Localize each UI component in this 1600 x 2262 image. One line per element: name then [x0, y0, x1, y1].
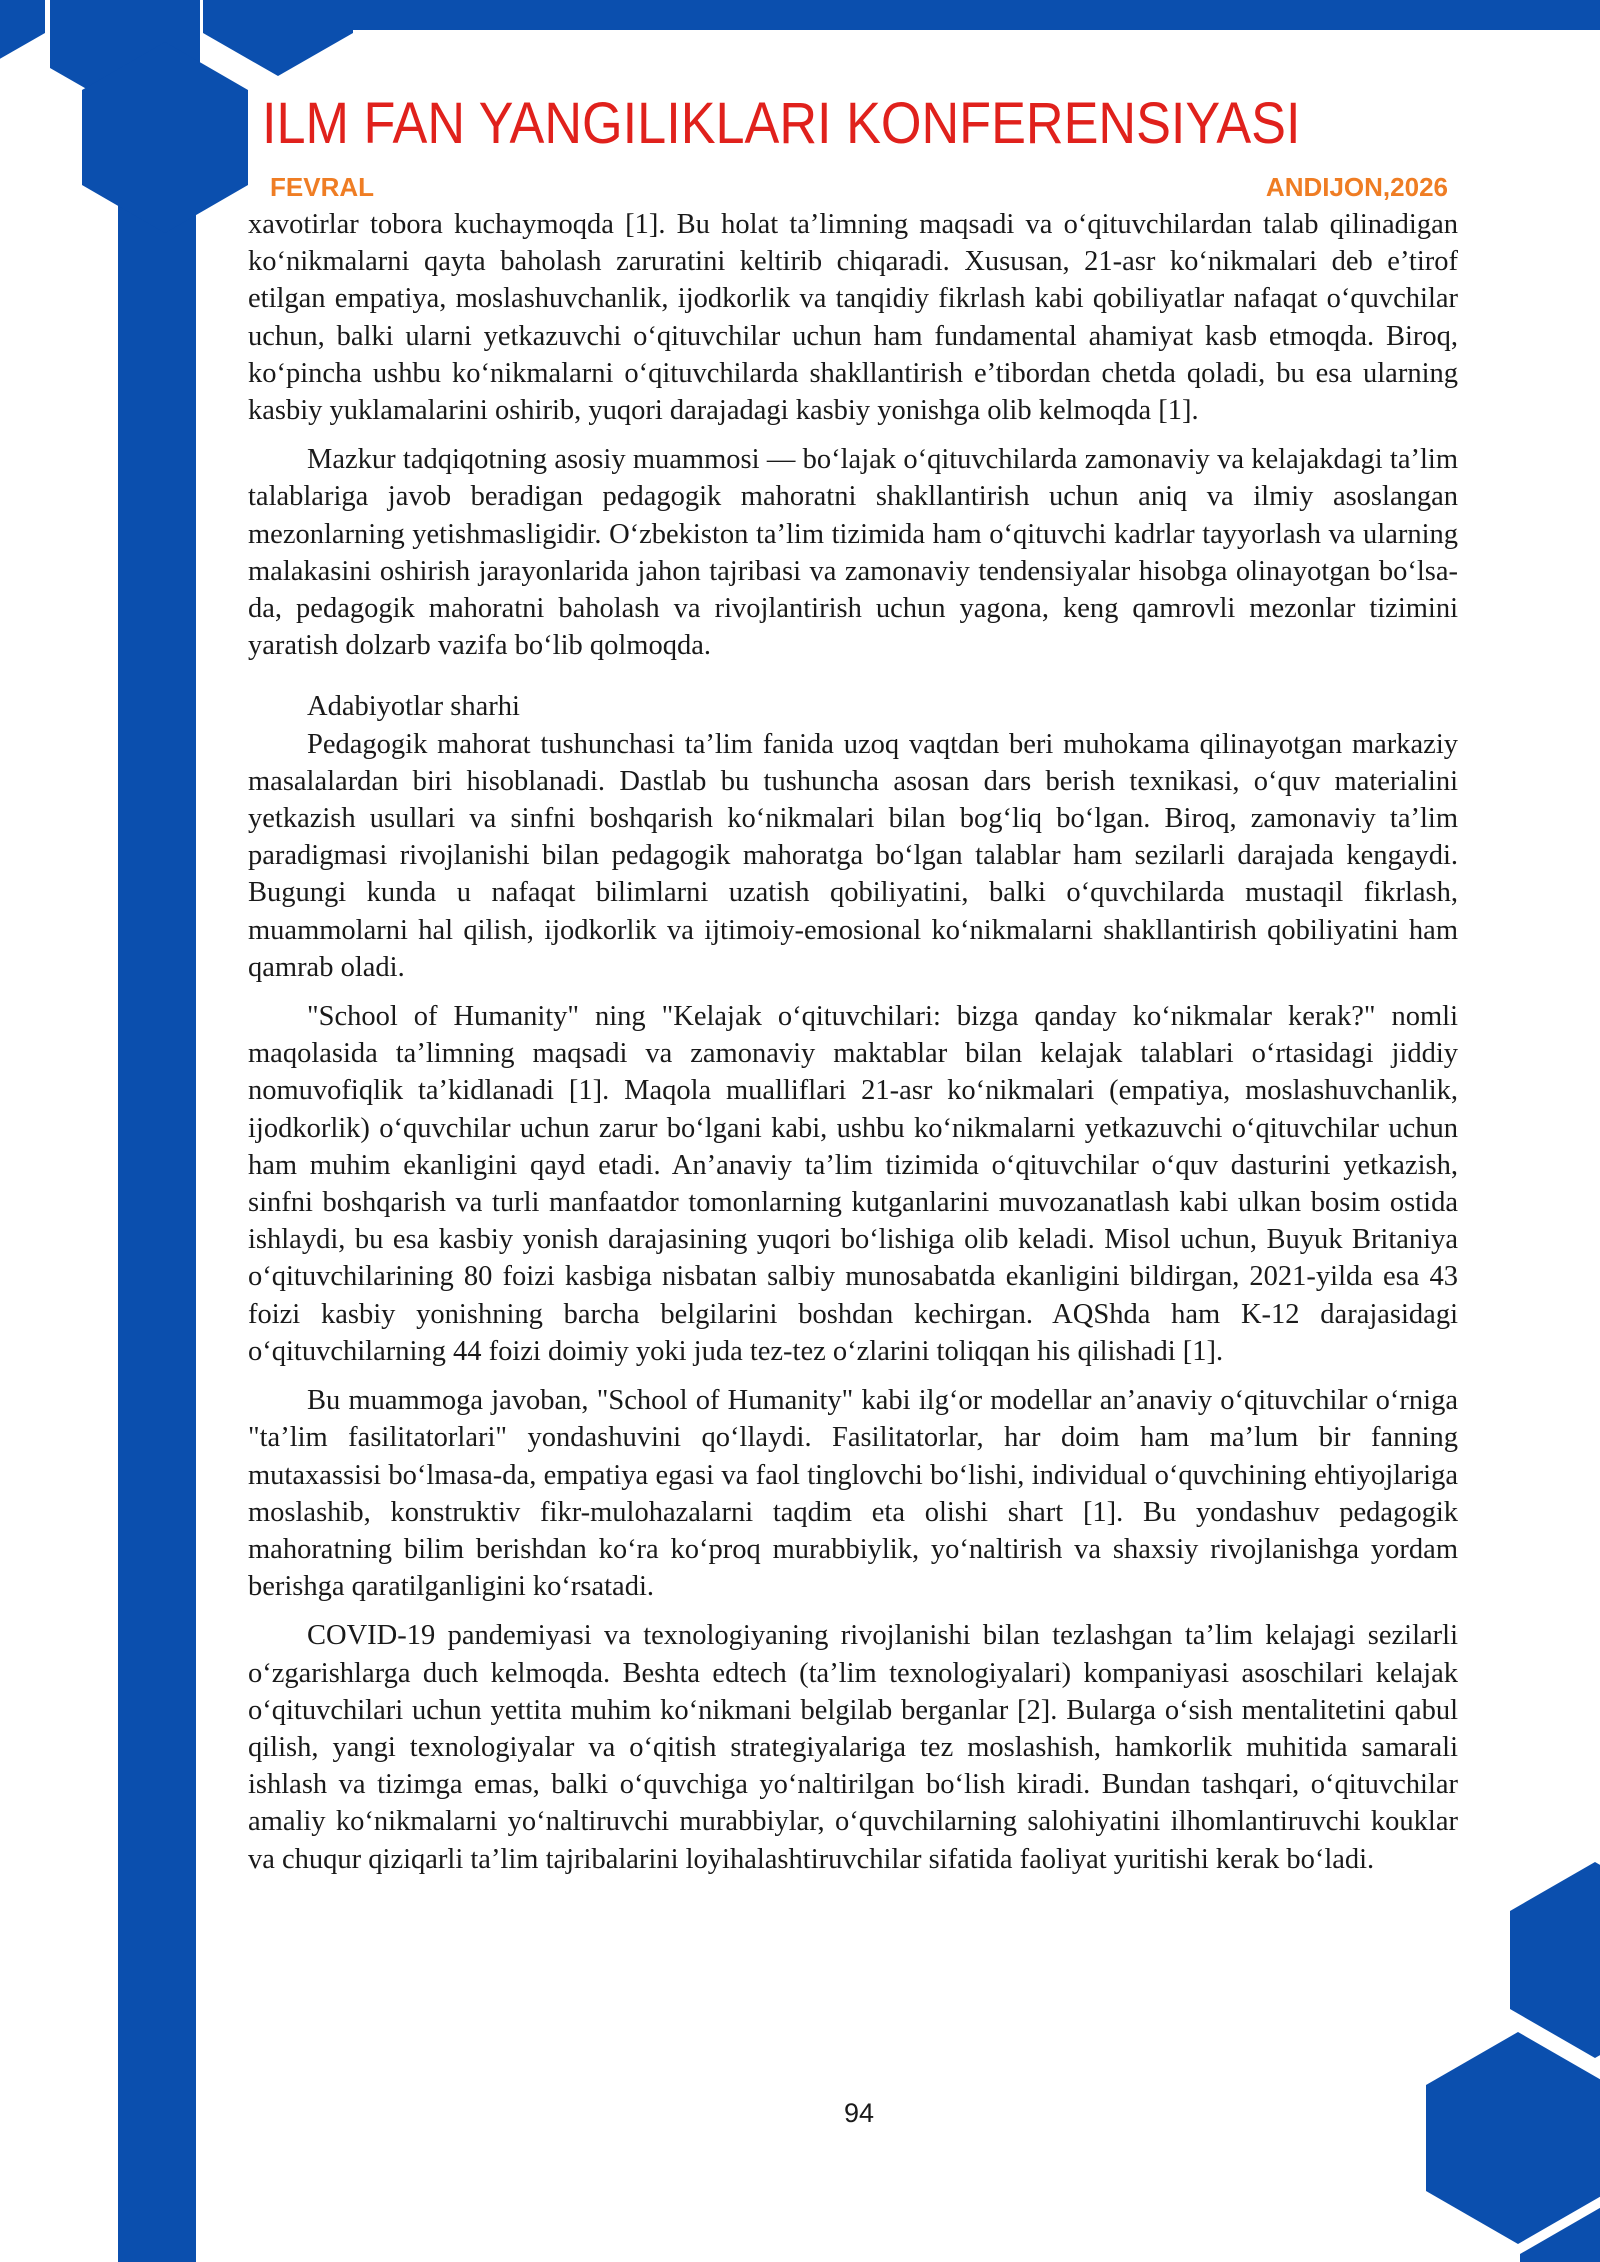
hexagon-bottom-right-1 [1510, 1862, 1600, 2058]
header-month: FEVRAL [270, 172, 374, 202]
paragraph-3: Pedagogik mahorat tushunchasi ta’lim fanida uzoq vaqtdan beri muhokama qilinayotgan markaziy masalalardan biri hisoblanadi. Dastlab bu tushuncha asosan dars berish texnikasi, o‘quv materialini yetkazish usullari va sinfni boshqarish ko‘nikmalari bilan bog‘liq bo‘lgan. Biroq, zamonaviy ta’lim paradigmasi rivojlanishi bilan pedagogik mahoratga bo‘lgan talablar ham sezilarli darajada kengaydi. Bugungi kunda u nafaqat bilimlarni uzatish qobiliyatini, balki o‘quvchilarda mustaqil fikrlash, muammolarni hal qilish, ijodkorlik va ijtimoiy-emosional ko‘nikmalarni shakllantirish qobiliyatini ham qamrab oladi. [248, 728, 1458, 983]
left-blue-band [118, 150, 196, 2262]
page-number: 94 [843, 2098, 875, 2128]
paragraph-5: Bu muammoga javoban, "School of Humanity" kabi ilg‘or modellar an’anaviy o‘qituvchilar o‘rniga "ta’lim fasilitatorlari" yondashuvini qo‘llaydi. Fasilitatorlar, har doim ham ma’lum bir fanning mutaxassisi bo‘lmasa-da, empatiya egasi va faol tinglovchi bo‘lishi, individual o‘quvchining ehtiyojlariga moslashib, konstruktiv fikr-mulohazalarni taqdim eta olishi shart [1]. Bu yondashuv pedagogik mahoratning bilim berishdan ko‘ra ko‘proq murabbiylik, yo‘naltirish va shaxsiy rivojlanishga yordam berishga qaratilganligini ko‘rsatadi. [248, 1385, 1458, 1603]
conference-title: ILM FAN YANGILIKLARI KONFERENSIYASI [262, 91, 1301, 156]
paragraph-6: COVID-19 pandemiyasi va texnologiyaning rivojlanishi bilan tezlashgan ta’lim kelajagi sezilarli o‘zgarishlarga duch kelmoqda. Beshta edtech (ta’lim texnologiyalari) kompaniyasi asoschilari kelajak o‘qituvchilari uchun yettita muhim ko‘nikmani belgilab berganlar [2]. Bularga o‘sish mentalitetini qabul qilish, yangi texnologiyalar va o‘qitish strategiyalariga tez moslashish, hamkorlik muhitida samarali ishlash va tizimga emas, balki o‘quvchiga yo‘naltirilgan bo‘lish kiradi. Bundan tashqari, o‘qituvchilar amaliy ko‘nikmalarni yo‘naltiruvchi murabbiylar, o‘quvchilarning salohiyatini ilhomlantiruvchi kouklar va chuqur qiziqarli ta’lim tajribalarini loyihalashtiruvchilar sifatida faoliyat yuritishi kerak bo‘ladi. [248, 1620, 1458, 1875]
paragraph-4: "School of Humanity" ning "Kelajak o‘qituvchilari: bizga qanday ko‘nikmalar kerak?" nomli maqolasida ta’limning maqsadi va zamonaviy maktablar bilan kelajak talablari o‘rtasidagi jiddiy nomuvofiqlik ta’kidlanadi [1]. Maqola mualliflari 21-asr ko‘nikmalari (empatiya, moslashuvchanlik, ijodkorlik) o‘quvchilar uchun zarur bo‘lgani kabi, ushbu ko‘nikmalarni yetkazuvchi o‘qituvchilar uchun ham muhim ekanligini qayd etadi. An’anaviy ta’lim tizimida o‘qituvchilar o‘quv dasturini yetkazish, sinfni boshqarish va turli manfaatdor tomonlarning kutganlarini muvozanatlash kabi ulkan bosim ostida ishlaydi, bu esa kasbiy yonish darajasining yuqori bo‘lishiga olib keladi. Misol uchun, Buyuk Britaniya o‘qituvchilarining 80 foizi kasbiga nisbatan salbiy munosabatda ekanligini bildirgan, 2021-yilda esa 43 foizi kasbiy yonishning barcha belgilarini boshdan kechirgan. AQShda ham K-12 darajasidagi o‘qituvchilarning 44 foizi doimiy yoki juda tez-tez o‘zlarini toliqqan his qilishadi [1]. [248, 1001, 1458, 1367]
hexagon-bottom-right-2 [1426, 2032, 1600, 2244]
article-body [248, 206, 1458, 1878]
hexagon-top-left-1 [0, 0, 45, 76]
paragraph-2: Mazkur tadqiqotning asosiy muammosi — bo‘lajak o‘qituvchilarda zamonaviy va kelajakdagi ta’lim talablariga javob beradigan pedagogik mahoratni shakllantirish uchun aniq va ilmiy asoslangan mezonlarning yetishmasligidir. O‘zbekiston ta’lim tizimida ham o‘qituvchi kadrlar tayyorlash va ularning malakasini oshirish jarayonlarida jahon tajribasi va zamonaviy tendensiyalar hisobga olinayotgan bo‘lsa-da, pedagogik mahoratni baholash va rivojlantirish uchun yagona, keng qamrovli mezonlar tizimini yaratish dolzarb vazifa bo‘lib qolmoqda. [248, 444, 1458, 662]
header-location-year: ANDIJON,2026 [1265, 172, 1448, 202]
hexagon-top-left-3 [203, 0, 353, 76]
top-blue-bar [340, 0, 1600, 30]
section-heading: Adabiyotlar sharhi [307, 691, 520, 723]
paragraph-1: xavotirlar tobora kuchaymoqda [1]. Bu holat ta’limning maqsadi va o‘qituvchilardan talab qilinadigan ko‘nikmalarni qayta baholash zaruratini keltirib chiqaradi. Xususan, 21-asr ko‘nikmalari deb e’tirof etilgan empatiya, moslashuvchanlik, ijodkorlik va tanqidiy fikrlash kabi qobiliyatlar nafaqat o‘quvchilar uchun, balki ularni yetkazuvchi o‘qituvchilar uchun ham fundamental ahamiyat kasb etmoqda. Biroq, ko‘pincha ushbu ko‘nikmalarni o‘qituvchilarda shakllantirish e’tibordan chetda qoladi, bu esa ularning kasbiy yuklamalarini oshirib, yuqori darajadagi kasbiy yonishga olib kelmoqda [1]. [248, 209, 1458, 427]
